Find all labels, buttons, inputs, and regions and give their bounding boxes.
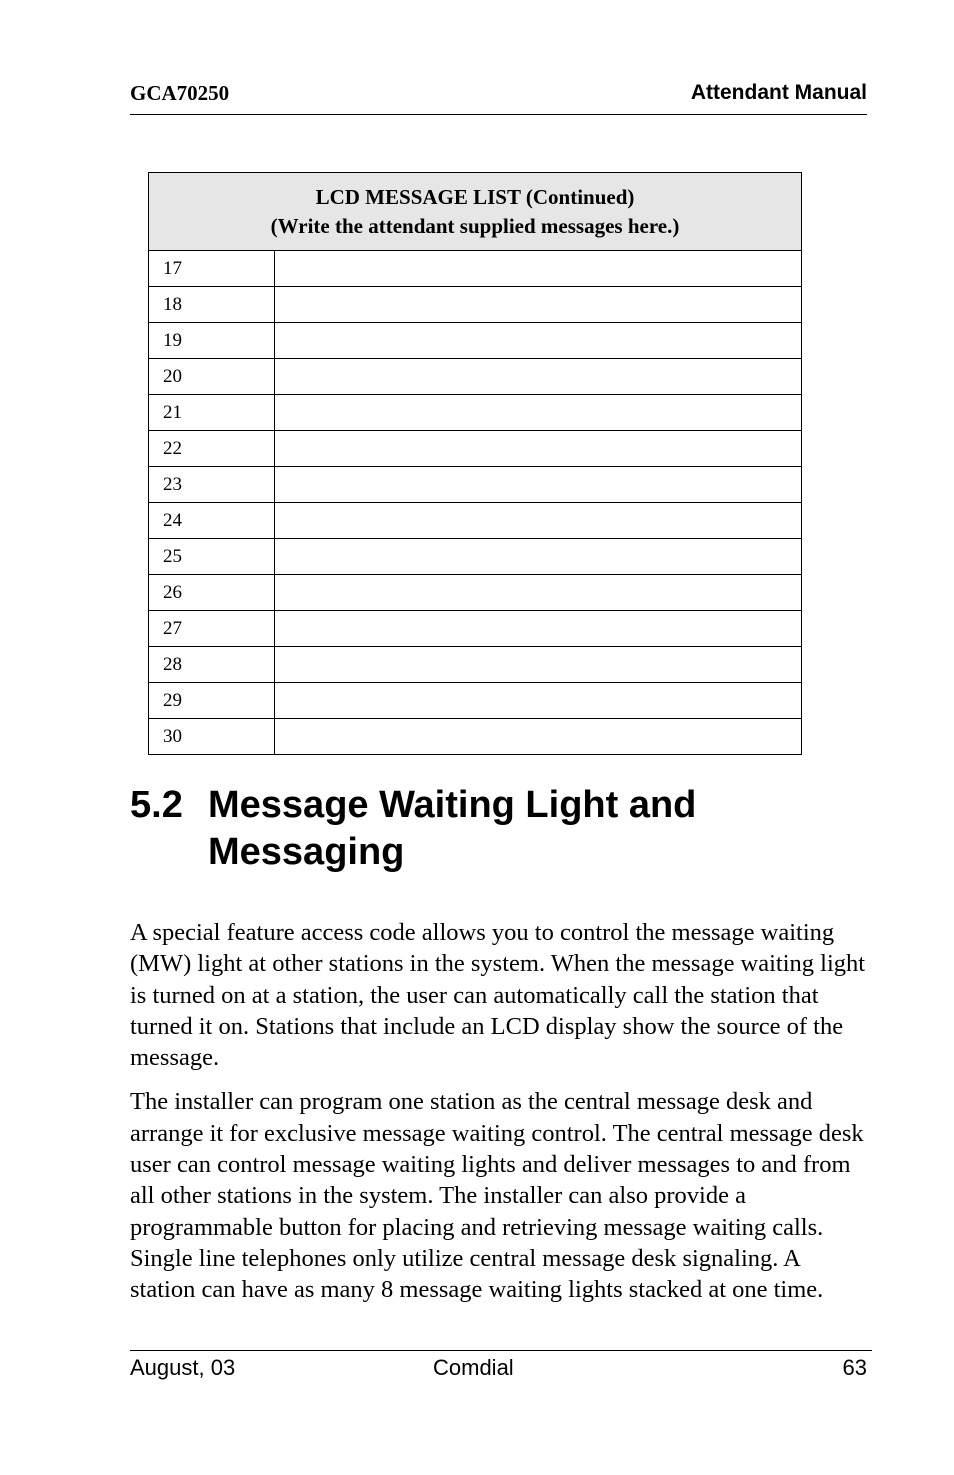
table-header-row [149,173,802,251]
table-row [149,431,802,467]
message-number-cell: 28 [149,647,275,683]
message-text-cell [275,467,802,503]
message-text-cell [275,575,802,611]
message-number-cell: 23 [149,467,275,503]
table-row [149,467,802,503]
message-text-cell [275,539,802,575]
message-number-cell: 30 [149,719,275,755]
manual-title: Attendant Manual [690,81,867,104]
message-number-cell: 17 [149,251,275,287]
table-body [149,251,802,755]
footer-date: August, 03 [130,1355,236,1380]
table-row [149,359,802,395]
message-number-cell: 19 [149,323,275,359]
message-text-cell [275,647,802,683]
table-title-line1: LCD MESSAGE LIST (Continued) [315,184,635,209]
table-title [149,173,802,251]
message-text-cell [275,395,802,431]
document-id: GCA70250 [130,81,230,105]
message-text-cell [275,287,802,323]
table-row [149,287,802,323]
paragraph: A special feature access code allows you to control the message waiting (MW) light at other stations in the system. When the message waiting light is turned on at a station, the user can automatically call the station that turned it on. Stations that include an LCD display show the source of the message. [130,919,866,1072]
paragraph: The installer can program one station as the central message desk and arrange it for exclusive message waiting control. The central message desk user can control message waiting lights and deliver messages to and from all other stations in the system. The installer can also provide a programmable button for placing and retrieving message waiting calls. Single line telephones only utilize central message desk signaling. A station can have as many 8 message waiting lights stacked at one time. [130,1088,864,1304]
message-text-cell [275,431,802,467]
message-number-cell: 29 [149,683,275,719]
message-number-cell: 22 [149,431,275,467]
table-row [149,683,802,719]
message-text-cell [275,611,802,647]
table-row [149,395,802,431]
message-number-cell: 21 [149,395,275,431]
message-text-cell [275,251,802,287]
message-number-cell: 25 [149,539,275,575]
message-text-cell [275,503,802,539]
body-text [130,917,870,1319]
table-row [149,323,802,359]
page-number: 63 [842,1355,867,1380]
message-number-cell: 18 [149,287,275,323]
message-number-cell: 20 [149,359,275,395]
message-text-cell [275,683,802,719]
table-row [149,575,802,611]
table-row [149,611,802,647]
message-text-cell [275,719,802,755]
section-title-line1: Message Waiting Light and [208,784,697,826]
message-text-cell [275,323,802,359]
message-text-cell [275,359,802,395]
message-number-cell: 26 [149,575,275,611]
message-number-cell: 24 [149,503,275,539]
table-row [149,251,802,287]
table-row [149,719,802,755]
footer-company: Comdial [433,1355,514,1380]
table-row [149,539,802,575]
section-title-line2: Messaging [208,831,405,873]
section-number: 5.2 [130,784,183,826]
header-divider [130,114,867,115]
footer-divider [130,1350,872,1351]
section-heading [130,782,870,876]
lcd-message-table [148,172,802,755]
table-title-line2: (Write the attendant supplied messages here.) [270,213,680,238]
table-row [149,647,802,683]
message-number-cell: 27 [149,611,275,647]
table-row [149,503,802,539]
